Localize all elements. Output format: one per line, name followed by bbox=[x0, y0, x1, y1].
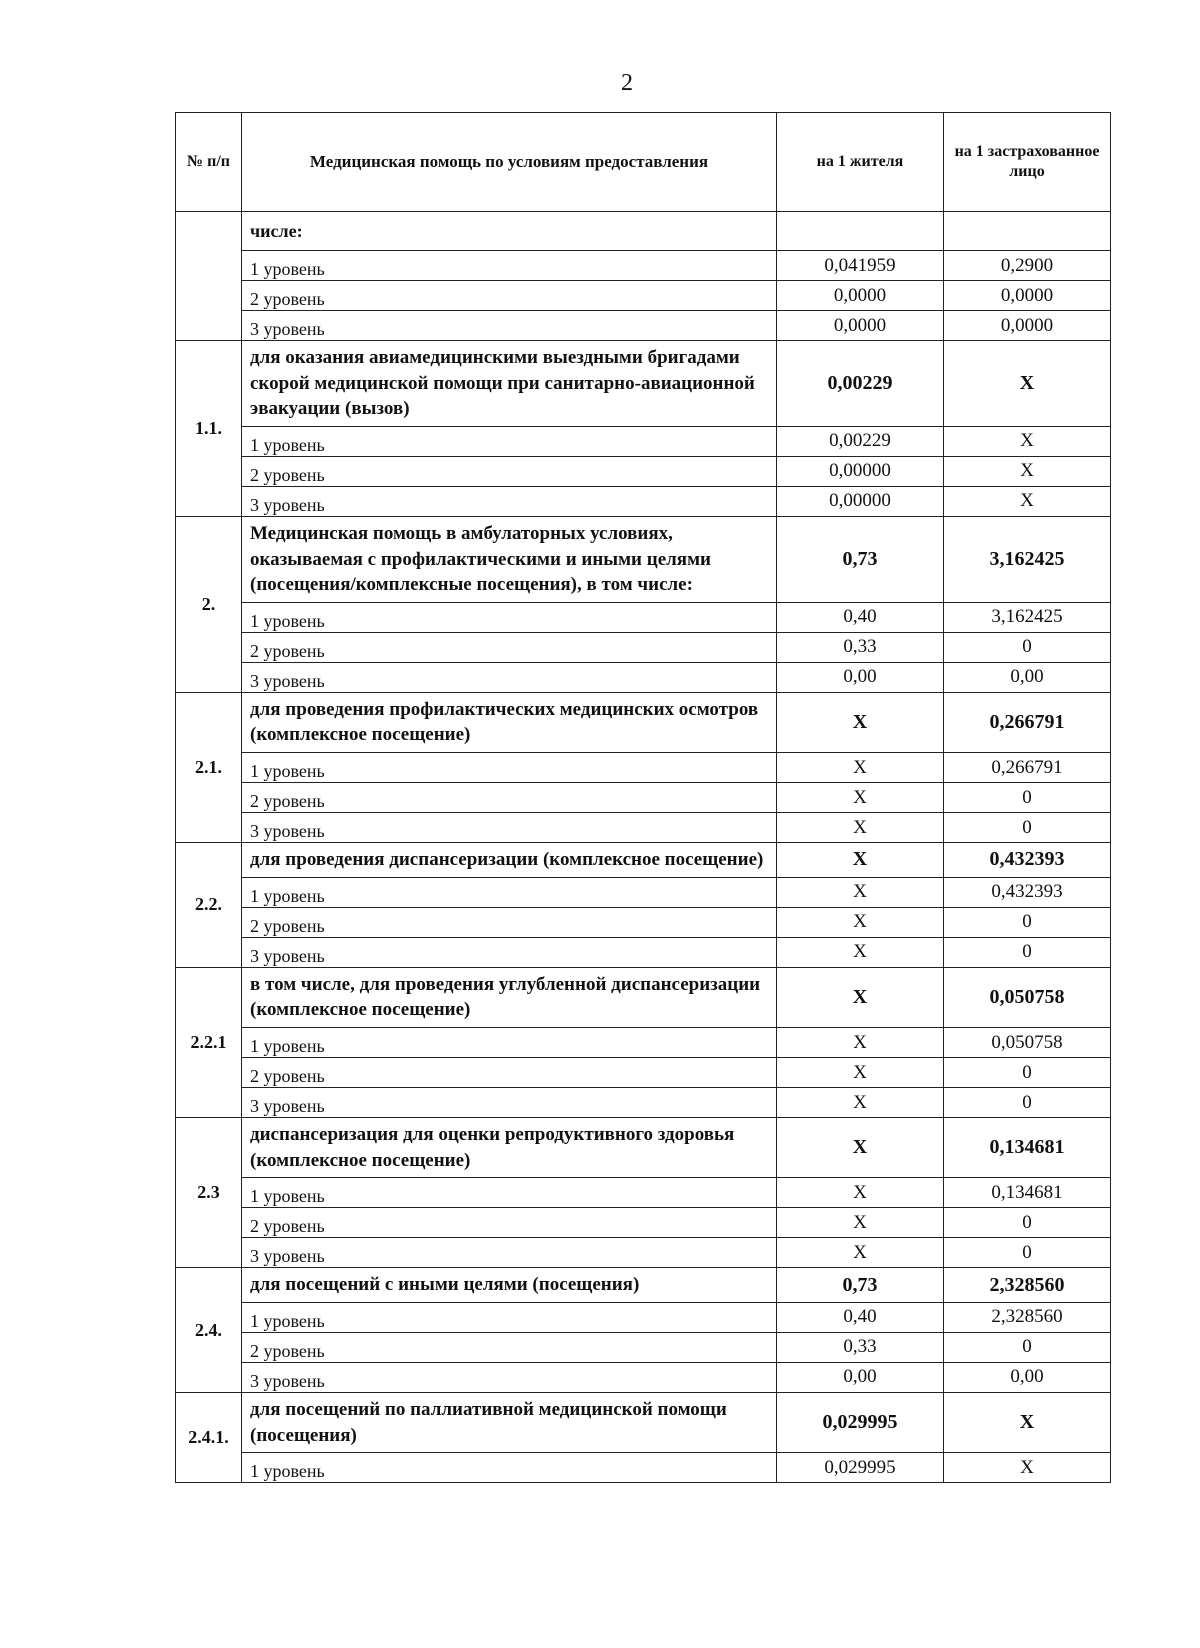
level-per-resident: 0,00229 bbox=[777, 426, 944, 456]
section-row bbox=[176, 1268, 1111, 1303]
level-per-insured: X bbox=[944, 1453, 1111, 1483]
level-per-resident: X bbox=[777, 907, 944, 937]
level-per-resident: 0,029995 bbox=[777, 1453, 944, 1483]
section-title: числе: bbox=[242, 212, 777, 251]
section-per-insured: 0,134681 bbox=[944, 1118, 1111, 1178]
level-per-insured: 0 bbox=[944, 1332, 1111, 1362]
level-per-insured: 0,134681 bbox=[944, 1178, 1111, 1208]
level-label: 1 уровень bbox=[242, 753, 777, 783]
level-label: 1 уровень bbox=[242, 877, 777, 907]
level-label: 2 уровень bbox=[242, 1332, 777, 1362]
level-per-insured: X bbox=[944, 426, 1111, 456]
level-per-resident: X bbox=[777, 1178, 944, 1208]
level-per-resident: X bbox=[777, 1088, 944, 1118]
level-per-resident: X bbox=[777, 753, 944, 783]
level-row bbox=[176, 1302, 1111, 1332]
level-row bbox=[176, 1362, 1111, 1392]
level-label: 2 уровень bbox=[242, 1058, 777, 1088]
level-per-resident: 0,33 bbox=[777, 1332, 944, 1362]
level-row bbox=[176, 632, 1111, 662]
level-row bbox=[176, 281, 1111, 311]
section-title: Медицинская помощь в амбулаторных условиях, оказываемая с профилактическими и иными целями (посещения/комплексные посещения), в том числе: bbox=[242, 516, 777, 602]
level-row bbox=[176, 753, 1111, 783]
level-per-insured: X bbox=[944, 456, 1111, 486]
level-per-insured: 0 bbox=[944, 1058, 1111, 1088]
section-title: диспансеризация для оценки репродуктивного здоровья (комплексное посещение) bbox=[242, 1118, 777, 1178]
section-number: 2. bbox=[176, 516, 242, 692]
level-per-resident: 0,00 bbox=[777, 1362, 944, 1392]
level-row bbox=[176, 426, 1111, 456]
level-per-resident: X bbox=[777, 1028, 944, 1058]
section-number: 1.1. bbox=[176, 341, 242, 517]
section-number: 2.4. bbox=[176, 1268, 242, 1393]
level-per-resident: 0,40 bbox=[777, 602, 944, 632]
level-label: 3 уровень bbox=[242, 937, 777, 967]
level-label: 3 уровень bbox=[242, 662, 777, 692]
level-label: 3 уровень bbox=[242, 486, 777, 516]
section-per-insured: 0,050758 bbox=[944, 967, 1111, 1027]
section-row bbox=[176, 692, 1111, 752]
level-per-resident: X bbox=[777, 1058, 944, 1088]
section-title: для проведения профилактических медицинских осмотров (комплексное посещение) bbox=[242, 692, 777, 752]
level-per-insured: 0,432393 bbox=[944, 877, 1111, 907]
section-per-resident: X bbox=[777, 1118, 944, 1178]
level-row bbox=[176, 1058, 1111, 1088]
level-per-resident: 0,0000 bbox=[777, 281, 944, 311]
level-per-insured: 0,0000 bbox=[944, 311, 1111, 341]
section-per-resident: 0,00229 bbox=[777, 341, 944, 427]
section-row bbox=[176, 1118, 1111, 1178]
level-label: 1 уровень bbox=[242, 1453, 777, 1483]
level-per-resident: X bbox=[777, 813, 944, 843]
level-row bbox=[176, 1332, 1111, 1362]
level-per-insured: 0 bbox=[944, 632, 1111, 662]
level-row bbox=[176, 1028, 1111, 1058]
section-row bbox=[176, 341, 1111, 427]
section-per-resident bbox=[777, 212, 944, 251]
page-number: 2 bbox=[621, 70, 633, 96]
section-title: для оказания авиамедицинскими выездными бригадами скорой медицинской помощи при санитарно-авиационной эвакуации (вызов) bbox=[242, 341, 777, 427]
section-row bbox=[176, 843, 1111, 878]
level-label: 2 уровень bbox=[242, 456, 777, 486]
level-per-resident: 0,40 bbox=[777, 1302, 944, 1332]
section-row bbox=[176, 516, 1111, 602]
section-per-resident: 0,029995 bbox=[777, 1392, 944, 1452]
care-volume-table bbox=[175, 112, 1111, 1483]
level-row bbox=[176, 602, 1111, 632]
section-number: 2.1. bbox=[176, 692, 242, 842]
level-per-insured: 0,050758 bbox=[944, 1028, 1111, 1058]
header-per-resident: на 1 жителя bbox=[777, 113, 944, 212]
section-per-resident: X bbox=[777, 843, 944, 878]
section-per-insured: 3,162425 bbox=[944, 516, 1111, 602]
level-per-insured: 0 bbox=[944, 937, 1111, 967]
level-per-insured: 0 bbox=[944, 1238, 1111, 1268]
level-per-insured: 0 bbox=[944, 907, 1111, 937]
section-title: для посещений по паллиативной медицинской помощи (посещения) bbox=[242, 1392, 777, 1452]
level-label: 3 уровень bbox=[242, 1362, 777, 1392]
header-num: № п/п bbox=[176, 113, 242, 212]
level-row bbox=[176, 662, 1111, 692]
level-label: 1 уровень bbox=[242, 1178, 777, 1208]
section-title: для проведения диспансеризации (комплексное посещение) bbox=[242, 843, 777, 878]
section-per-insured: X bbox=[944, 341, 1111, 427]
section-row bbox=[176, 967, 1111, 1027]
level-row bbox=[176, 456, 1111, 486]
level-per-resident: 0,041959 bbox=[777, 251, 944, 281]
level-row bbox=[176, 1453, 1111, 1483]
level-per-insured: 0 bbox=[944, 813, 1111, 843]
level-row bbox=[176, 486, 1111, 516]
level-label: 2 уровень bbox=[242, 907, 777, 937]
level-per-resident: X bbox=[777, 783, 944, 813]
level-row bbox=[176, 1238, 1111, 1268]
level-per-resident: X bbox=[777, 877, 944, 907]
level-row bbox=[176, 311, 1111, 341]
level-per-insured: 0,266791 bbox=[944, 753, 1111, 783]
level-label: 1 уровень bbox=[242, 426, 777, 456]
level-per-resident: X bbox=[777, 937, 944, 967]
level-label: 1 уровень bbox=[242, 251, 777, 281]
level-per-resident: 0,00 bbox=[777, 662, 944, 692]
table-body bbox=[176, 212, 1111, 1483]
section-number: 2.2.1 bbox=[176, 967, 242, 1117]
section-title: в том числе, для проведения углубленной диспансеризации (комплексное посещение) bbox=[242, 967, 777, 1027]
level-per-insured: 0 bbox=[944, 1088, 1111, 1118]
section-per-resident: 0,73 bbox=[777, 516, 944, 602]
section-title: для посещений с иными целями (посещения) bbox=[242, 1268, 777, 1303]
level-row bbox=[176, 1088, 1111, 1118]
section-per-insured: X bbox=[944, 1392, 1111, 1452]
level-per-insured: 0,00 bbox=[944, 1362, 1111, 1392]
section-number bbox=[176, 212, 242, 341]
level-label: 1 уровень bbox=[242, 1302, 777, 1332]
level-label: 2 уровень bbox=[242, 783, 777, 813]
header-per-insured: на 1 застрахованное лицо bbox=[944, 113, 1111, 212]
section-number: 2.3 bbox=[176, 1118, 242, 1268]
level-label: 3 уровень bbox=[242, 311, 777, 341]
level-row bbox=[176, 1208, 1111, 1238]
level-row bbox=[176, 937, 1111, 967]
level-label: 1 уровень bbox=[242, 602, 777, 632]
level-label: 1 уровень bbox=[242, 1028, 777, 1058]
table-header bbox=[176, 113, 1111, 212]
level-per-resident: 0,00000 bbox=[777, 486, 944, 516]
section-per-insured: 2,328560 bbox=[944, 1268, 1111, 1303]
level-per-resident: 0,0000 bbox=[777, 311, 944, 341]
level-per-resident: X bbox=[777, 1238, 944, 1268]
level-per-insured: X bbox=[944, 486, 1111, 516]
level-row bbox=[176, 783, 1111, 813]
section-row bbox=[176, 1392, 1111, 1452]
level-per-insured: 2,328560 bbox=[944, 1302, 1111, 1332]
level-per-insured: 3,162425 bbox=[944, 602, 1111, 632]
section-per-insured: 0,432393 bbox=[944, 843, 1111, 878]
level-per-insured: 0 bbox=[944, 1208, 1111, 1238]
section-per-resident: X bbox=[777, 967, 944, 1027]
level-label: 2 уровень bbox=[242, 632, 777, 662]
level-row bbox=[176, 877, 1111, 907]
level-row bbox=[176, 1178, 1111, 1208]
section-per-resident: X bbox=[777, 692, 944, 752]
level-per-insured: 0 bbox=[944, 783, 1111, 813]
header-name: Медицинская помощь по условиям предоставления bbox=[242, 113, 777, 212]
level-row bbox=[176, 813, 1111, 843]
level-row bbox=[176, 251, 1111, 281]
level-per-resident: X bbox=[777, 1208, 944, 1238]
level-per-resident: 0,00000 bbox=[777, 456, 944, 486]
level-label: 3 уровень bbox=[242, 1088, 777, 1118]
level-label: 3 уровень bbox=[242, 813, 777, 843]
level-label: 3 уровень bbox=[242, 1238, 777, 1268]
level-per-insured: 0,0000 bbox=[944, 281, 1111, 311]
section-number: 2.4.1. bbox=[176, 1392, 242, 1482]
level-row bbox=[176, 907, 1111, 937]
section-per-insured bbox=[944, 212, 1111, 251]
level-label: 2 уровень bbox=[242, 281, 777, 311]
level-label: 2 уровень bbox=[242, 1208, 777, 1238]
level-per-resident: 0,33 bbox=[777, 632, 944, 662]
level-per-insured: 0,00 bbox=[944, 662, 1111, 692]
level-per-insured: 0,2900 bbox=[944, 251, 1111, 281]
section-row bbox=[176, 212, 1111, 251]
section-per-resident: 0,73 bbox=[777, 1268, 944, 1303]
section-number: 2.2. bbox=[176, 843, 242, 968]
section-per-insured: 0,266791 bbox=[944, 692, 1111, 752]
